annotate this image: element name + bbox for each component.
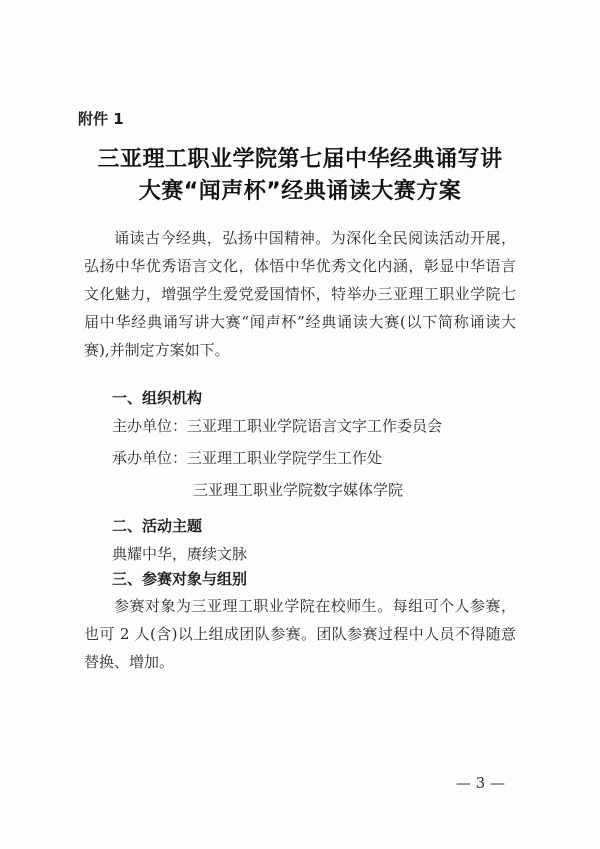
- undertaker-line-2: 三亚理工职业学院数字媒体学院: [193, 481, 404, 499]
- document-title-line-2: 大赛“闻声杯”经典诵读大赛方案: [138, 179, 462, 204]
- organizer-line: 主办单位：三亚理工职业学院语言文字工作委员会: [112, 417, 443, 435]
- theme-line: 典耀中华，赓续文脉: [112, 545, 248, 563]
- section-heading-participants: 三、参赛对象与组别: [112, 570, 248, 588]
- page-number: — 3 —: [455, 774, 505, 792]
- document-title-line-1: 三亚理工职业学院第七届中华经典诵写讲: [97, 147, 503, 172]
- section-heading-theme: 二、活动主题: [112, 517, 203, 535]
- attachment-label: 附件 1: [78, 110, 124, 128]
- participants-paragraph: 参赛对象为三亚理工职业学院在校师生。每组可个人参赛，也可 2 人(含)以上组成团队参赛。团队参赛过程中人员不得随意替换、增加。: [84, 597, 516, 671]
- undertaker-line: 承办单位：三亚理工职业学院学生工作处: [112, 449, 383, 467]
- section-heading-organization: 一、组织机构: [112, 389, 203, 407]
- intro-paragraph: 诵读古今经典，弘扬中国精神。为深化全民阅读活动开展，弘扬中华优秀语言文化，体悟中华优秀文化内涵，彰显中华语言文化魅力，增强学生爱党爱国情怀，特举办三亚理工职业学院七届中华经典诵写讲大赛“闻声杯”经典诵读大赛(以下简称诵读大赛),并制定方案如下。: [84, 229, 516, 359]
